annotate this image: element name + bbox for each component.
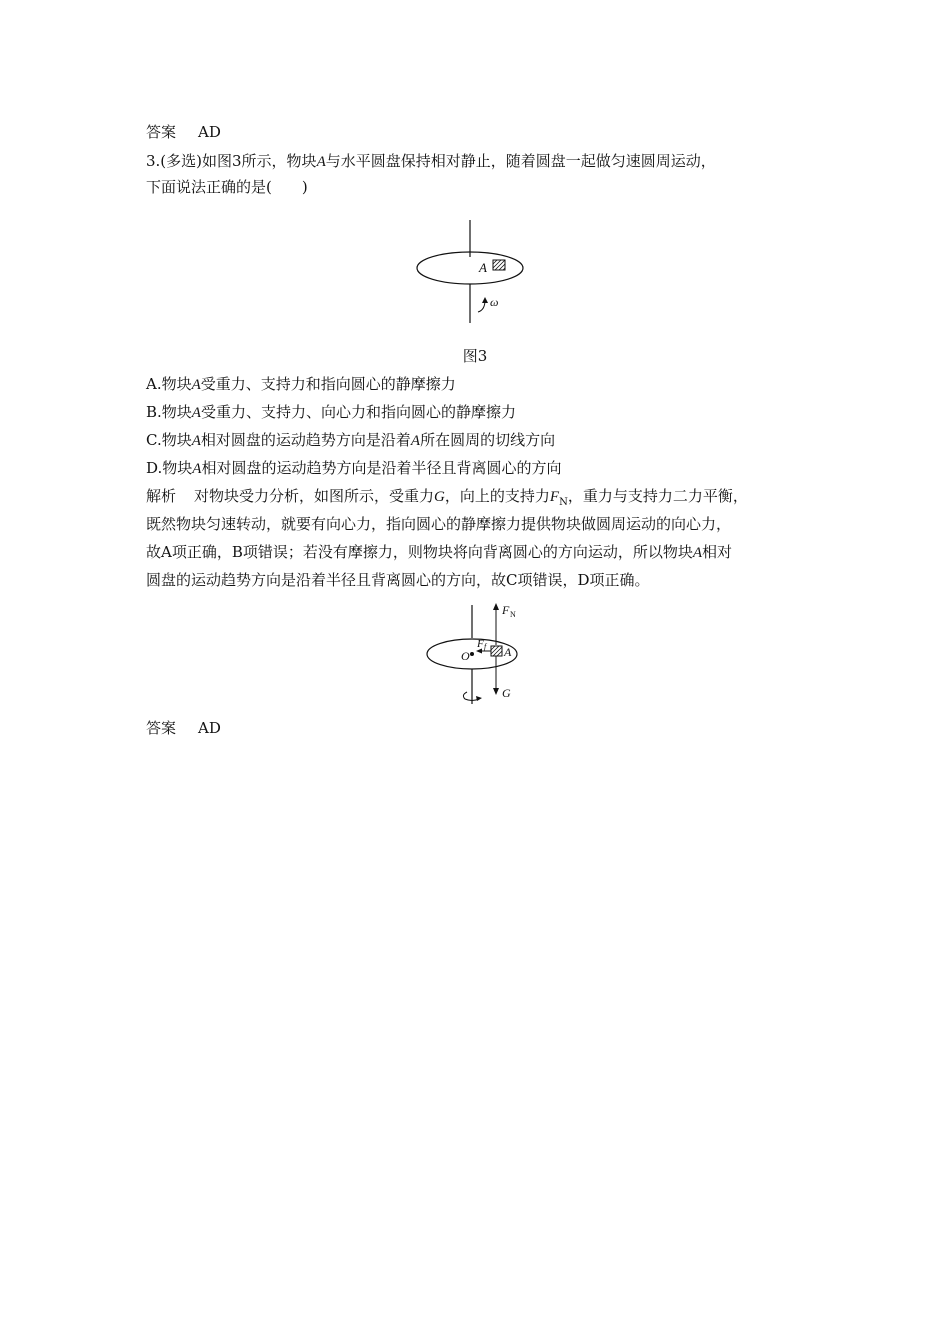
label-o: O [461,649,470,663]
label-g: G [502,686,511,700]
option-a: A.物块A受重力、支持力和指向圆心的静摩擦力 [146,375,456,393]
figure-3-diagram [415,220,530,325]
label-ff: F [477,638,484,650]
analysis-label: 解析 [146,487,177,505]
gravity-arrowhead [493,688,499,695]
question-line-2: 下面说法正确的是( ) [146,178,308,196]
label-omega: ω [490,295,499,309]
label-fn-sub: N [510,610,516,619]
label-a: A [504,645,512,659]
block-a-hatched [493,260,505,270]
label-ff-sub: f [484,642,487,651]
answer-value: AD [198,719,221,737]
question-line-1: 3.(多选)如图3所示，物块A与水平圆盘保持相对静止，随着圆盘一起做匀速圆周运动， [146,152,716,170]
rotation-arrowhead [476,696,482,701]
label-a: A [479,260,487,275]
block-a-hatched [491,646,502,656]
answer-label: 答案 [146,123,177,141]
final-answer [146,718,221,738]
option-d: D.物块A相对圆盘的运动趋势方向是沿着半径且背离圆心的方向 [146,459,562,477]
rotation-arrow-head [482,297,488,303]
previous-answer [146,122,221,142]
figure-3-caption: 图3 [462,347,488,365]
force-analysis-diagram [425,600,535,706]
option-b: B.物块A受重力、支持力、向心力和指向圆心的静摩擦力 [146,403,516,421]
option-c: C.物块A相对圆盘的运动趋势方向是沿着A所在圆周的切线方向 [146,431,556,449]
label-fn: F [502,603,510,617]
analysis-line-2: 既然物块匀速转动，就要有向心力，指向圆心的静摩擦力提供物块做圆周运动的向心力， [146,515,732,533]
support-force-arrowhead [493,603,499,610]
answer-label: 答案 [146,719,177,737]
analysis-line-3: 故A项正确，B项错误；若没有摩擦力，则物块将向背离圆心的方向运动，所以物块A相对 [146,543,733,561]
analysis-line-4: 圆盘的运动趋势方向是沿着半径且背离圆心的方向，故C项错误，D项正确。 [146,571,650,589]
analysis-line-1: 解析 对物块受力分析，如图所示，受重力G，向上的支持力$F_N$，重力与支持力二力平衡， [146,487,748,508]
center-point [470,652,474,656]
answer-value: AD [198,123,221,141]
